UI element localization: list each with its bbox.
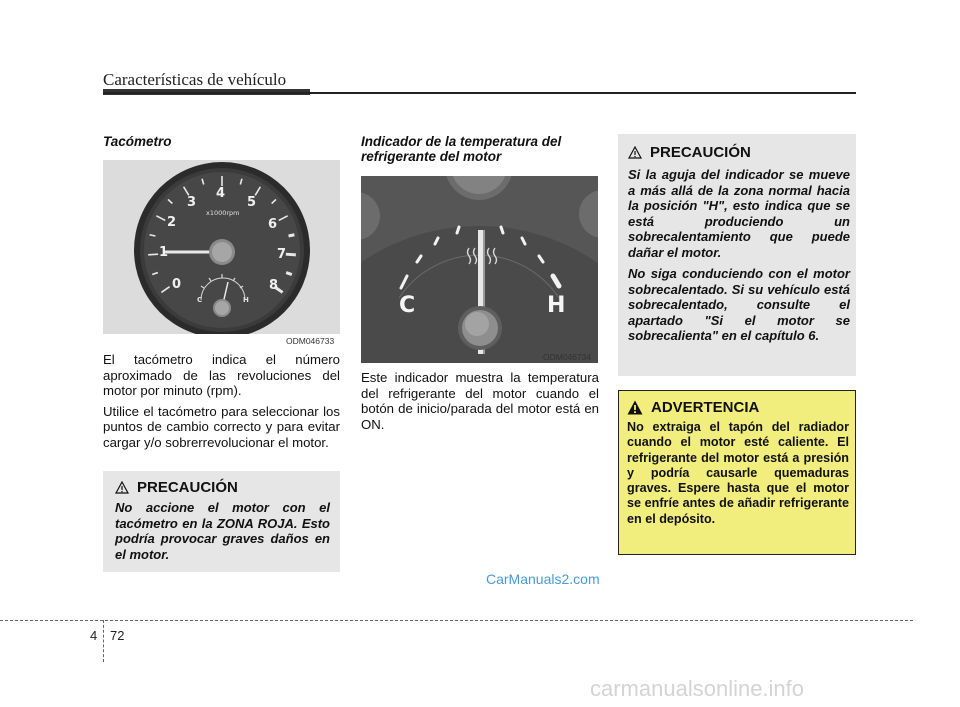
tachometer-figure xyxy=(103,160,340,334)
temperature-title-line-2: refrigerante del motor xyxy=(361,149,502,164)
gauge-number-5: 5 xyxy=(247,195,257,210)
warning-heading xyxy=(627,399,849,416)
page-number: 72 xyxy=(110,628,125,643)
caution-temperature-heading-text: PRECAUCIÓN xyxy=(650,144,751,161)
temperature-title-line-1: Indicador de la temperatura del xyxy=(361,134,562,149)
tachometer-paragraph-2: Utilice el tacómetro para seleccionar los puntos de cambio correcto y para evitar cargar y/o sobrerrevolucionar el motor. xyxy=(103,403,340,450)
warning-triangle-icon xyxy=(627,400,643,415)
temperature-c-label: C xyxy=(399,293,416,318)
gauge-number-7: 7 xyxy=(277,247,287,262)
tachometer-tick xyxy=(286,273,292,275)
caution-temperature-paragraph-1: Si la aguja del indicador se mueve a más allá de la zona normal hacia la posición "H", esto indica que se está produciendo un sobrecalentamiento que puede dañar el motor. xyxy=(628,167,850,260)
gauge-unit-label: x1000rpm xyxy=(206,209,240,217)
warning-heading-text: ADVERTENCIA xyxy=(651,399,760,416)
watermark-link[interactable]: CarManuals2.com xyxy=(486,571,600,587)
caution-triangle-icon xyxy=(115,481,129,494)
gauge-number-1: 1 xyxy=(159,245,169,260)
gauge-number-3: 3 xyxy=(187,195,197,210)
temperature-h-label: H xyxy=(547,293,566,318)
mini-gauge-h-label: H xyxy=(243,296,249,304)
site-watermark: carmanualsonline.info xyxy=(590,676,805,701)
caution-tachometer-text: No accione el motor con el tacómetro en la ZONA ROJA. Esto podría provocar graves daños en el motor. xyxy=(115,500,330,562)
temperature-gauge-icon xyxy=(361,176,598,363)
temperature-figure-code: ODM046734 xyxy=(543,352,592,362)
tachometer-title: Tacómetro xyxy=(103,134,172,149)
warning-box xyxy=(618,390,856,555)
gauge-number-4: 4 xyxy=(216,186,226,201)
caution-tachometer-heading-text: PRECAUCIÓN xyxy=(137,479,238,496)
tachometer-tick xyxy=(286,254,296,255)
gauge-number-8: 8 xyxy=(269,278,279,293)
caution-temperature-box xyxy=(618,134,856,376)
tachometer-tick xyxy=(148,254,158,255)
temperature-figure xyxy=(361,176,598,363)
gauge-number-0: 0 xyxy=(172,277,182,292)
gauge-number-2: 2 xyxy=(167,215,177,230)
caution-tachometer-box xyxy=(103,471,340,572)
footer-vertical-rule xyxy=(103,620,104,662)
temperature-title xyxy=(361,134,601,164)
caution-temperature-heading xyxy=(628,144,850,161)
caution-tachometer-heading xyxy=(115,479,330,496)
caution-temperature-text xyxy=(628,167,850,344)
chapter-number: 4 xyxy=(90,628,98,643)
header-rule xyxy=(103,92,856,94)
caution-triangle-icon xyxy=(628,146,642,159)
warning-text: No extraiga el tapón del radiador cuando el motor esté caliente. El refrigerante del motor está a presión y podría causarle quemaduras graves. Espere hasta que el motor se enfríe antes de añadir refrigerante en el depósito. xyxy=(627,420,849,526)
mini-gauge-c-label: C xyxy=(197,296,203,304)
gauge-number-6: 6 xyxy=(268,217,278,232)
tachometer-body xyxy=(103,352,340,455)
tachometer-paragraph-1: El tacómetro indica el número aproximado de las revoluciones del motor por minuto (rpm). xyxy=(103,352,340,398)
tachometer-gauge-icon xyxy=(103,160,340,334)
footer-dashed-rule xyxy=(0,620,913,621)
tachometer-tick xyxy=(289,235,295,236)
temperature-body: Este indicador muestra la temperatura del refrigerante del motor cuando el botón de inicio/parada del motor está en ON. xyxy=(361,370,599,432)
section-header-title: Características de vehículo xyxy=(103,70,287,89)
tachometer-figure-code: ODM046733 xyxy=(286,336,335,346)
caution-temperature-paragraph-2: No siga conduciendo con el motor sobrecalentado. Si su vehículo está sobrecalentado, consulte el apartado "Si el motor se sobrecalienta" en el capítulo 6. xyxy=(628,266,850,343)
